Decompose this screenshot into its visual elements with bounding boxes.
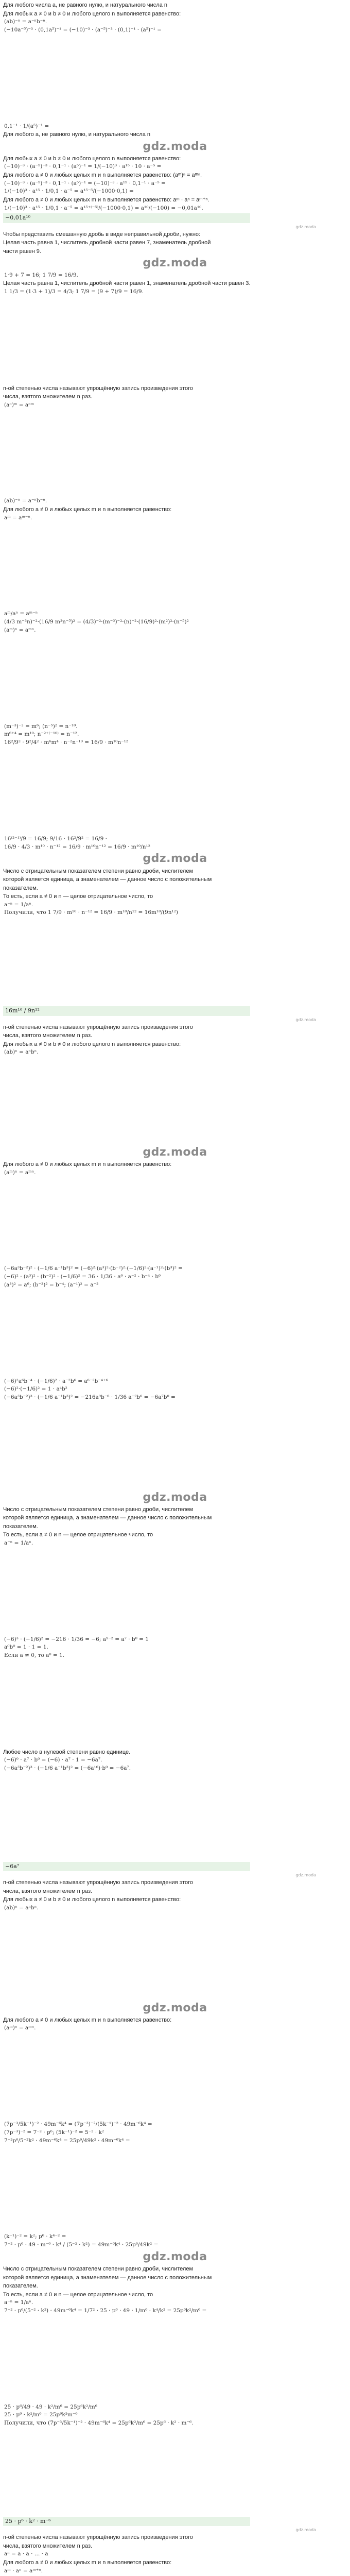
text-line: То есть, если a ≠ 0 и n — целое отрицательное число, то [3, 893, 153, 900]
formula-line: (−6a³b⁻²)³ · (−1/6 a⁻¹b³)² = −216a⁹b⁻⁶ · 1/36 a⁻²b⁶ = −6a⁷b⁰ = [4, 1394, 176, 1400]
formula-line: aᵐ · aⁿ = aᵐ⁺ⁿ. [4, 2567, 43, 2574]
text-line: п-ой степенью числа называют упрощённую запись произведения этого [3, 1879, 193, 1886]
formula-line: (−6a³b⁻²)² · (−1/6 a⁻¹b³)² = (−6)²·(a³)²·(b⁻²)²·(−1/6)²·(a⁻¹)²·(b³)² = [4, 1265, 183, 1272]
watermark-small: gdz.moda [295, 224, 316, 229]
formula-line: Получили, что (7p⁻³/5k⁻¹)⁻² · 49m⁻⁶k⁴ = 25p⁶k²/m⁶ = 25p⁶ · k² · m⁻⁶. [4, 2420, 194, 2427]
formula-line: 0,1⁻¹ · 1/(a⁵)⁻¹ = [4, 123, 49, 129]
formula-line: (ab)ⁿ = aⁿbⁿ. [4, 1904, 39, 1911]
text-line: п-ой степенью числа называют упрощённую запись произведения этого [3, 1024, 193, 1030]
text-line: Для любых a ≠ 0 и b ≠ 0 и любого целого n выполняется равенство: [3, 1896, 181, 1903]
formula-line: 16/9 · 4/3 · m¹⁰ · n⁻¹² = 16/9 · m¹⁰n⁻¹² = 16/9 · m¹⁰/n¹² [4, 843, 150, 850]
watermark-small: gdz.moda [295, 1017, 316, 1022]
formula-line: (a³)² = a⁶; (b⁻²)² = b⁻⁴; (a⁻¹)² = a⁻² [4, 1281, 99, 1288]
answer-highlight: −0,01a¹⁰ [3, 213, 250, 223]
formula-line: (ab)⁻ⁿ = a⁻ⁿb⁻ⁿ. [4, 19, 47, 25]
text-line: показателем. [3, 885, 38, 891]
formula-line: 7⁻² · p⁶ · 49 · m⁻⁶ · k⁴ / (5⁻² · k²) = 49m⁻⁶k⁴ · 25p⁶/49k² = [4, 2242, 159, 2248]
text-line: То есть, если a ≠ 0 и n — целое отрицательное число, то [3, 2291, 153, 2298]
text-line: п-ой степенью числа называют упрощённую запись произведения этого [3, 2534, 193, 2541]
watermark-logo: gdz.moda [143, 140, 207, 153]
formula-line: a⁻ⁿ = 1/aⁿ. [4, 2299, 33, 2306]
formula-line: (k⁻¹)⁻² = k²; p⁶ · k⁴⁻² = [4, 2233, 66, 2240]
watermark-logo: gdz.moda [143, 1145, 207, 1159]
text-line: которой является единица, а знаменателем — данное число с положительным [3, 1515, 212, 1521]
formula-line: (aᵐ)ⁿ = aᵐⁿ. [4, 2025, 36, 2031]
formula-line: (−6)²a⁶b⁻⁴ · (−1/6)² · a⁻²b⁶ = a⁶⁻²b⁻⁴⁺⁶ [4, 1378, 108, 1384]
answer-highlight: 16m¹⁰ / 9n¹² [3, 1006, 250, 1016]
solution-section [3, 1878, 347, 2533]
text-line: Чтобы представить смешанную дробь в виде неправильной дроби, нужно: [3, 231, 201, 238]
text-line: Любое число в нулевой степени равно единице. [3, 1749, 131, 1755]
text-line: числа, взятого множителем n раз. [3, 394, 93, 400]
formula-line: Получили, что 1 7/9 · m¹⁰ · n⁻¹² = 16/9 · m¹⁰/n¹² = 16m¹⁰/(9n¹²) [4, 909, 179, 916]
formula-line: 25 · p⁶ · k²/m⁶ = 25p⁶k²m⁻⁶ [4, 2412, 78, 2418]
text-line: Целая часть равна 1, числитель дробной части равен 1, знаменатель дробной части равен 3. [3, 280, 251, 287]
text-line: Для любых a ≠ 0 и b ≠ 0 и любого целого n выполняется равенство: [3, 10, 181, 17]
answer-highlight: −6a⁷ [3, 1862, 250, 1872]
formula-line: aⁿ = a · a · … · a [4, 2551, 48, 2557]
text-line: Для любого a ≠ 0 и любых целых m и n выполняется равенство: (aᵐ)ⁿ = aᵐⁿ. [3, 172, 202, 179]
formula-line: (−10)⁻³ · (a⁻⁵)⁻³ · 0,1⁻¹ · (a⁵)⁻¹ = 1/(−10)³ · a¹⁵ · 10 · a⁻⁵ = [4, 163, 162, 170]
text-line: числа, взятого множителем n раз. [3, 1888, 93, 1894]
formula-line: a⁻ⁿ = 1/aⁿ. [4, 901, 33, 908]
text-line: Для любого a ≠ 0 и любых целых m и n выполняется равенство: aᵐ · aⁿ = aᵐ⁺ⁿ. [3, 197, 209, 204]
watermark-logo: gdz.moda [143, 852, 207, 866]
text-line: Число с отрицательным показателем степени равно дроби, числителем [3, 1506, 194, 1513]
formula-line: 7⁻²p⁶/5⁻²k² · 49m⁻⁶k⁴ = 25p⁶/49k² · 49m⁻⁶k⁴ = [4, 2137, 130, 2144]
text-line: Для любого a, не равного нулю, и натурального числа n [3, 131, 151, 138]
watermark-logo: gdz.moda [143, 257, 207, 270]
formula-line: (aᵐ)ⁿ = aᵐⁿ. [4, 1169, 36, 1176]
watermark-small: gdz.moda [295, 2528, 316, 2533]
formula-line: (7p⁻³)⁻² = 7⁻² · p⁶; (5k⁻¹)⁻² = 5⁻² · k² [4, 2129, 104, 2136]
formula-line: (−6a³b⁻²)³ · (−1/6 a⁻¹b³)² = (−6a¹⁶)·b⁰ = −6a⁷. [4, 1765, 131, 1772]
watermark-logo: gdz.moda [143, 1490, 207, 1504]
formula-line: a⁻ⁿ = 1/aⁿ. [4, 1539, 33, 1546]
formula-line: aᵐ = aᵐ⁻ⁿ. [4, 514, 32, 521]
formula-line: (−10a⁻⁵)⁻³ · (0,1a⁵)⁻¹ = (−10)⁻³ · (a⁻⁵)⁻³ · (0,1)⁻¹ · (a⁵)⁻¹ = [4, 26, 162, 33]
formula-line: (−6)²·(−1/6)² = 1 · a⁴b² [4, 1386, 67, 1393]
text-line: Целая часть равна 1, числитель дробной части равен 7, знаменатель дробной [3, 240, 211, 246]
formula-line: 25 · p⁶/49 · 49 · k²/m⁶ = 25p⁶k²/m⁶ [4, 2403, 97, 2410]
text-line: Для любых a ≠ 0 и b ≠ 0 и любого целого n выполняется равенство: [3, 1041, 181, 1047]
text-line: п-ой степенью числа называют упрощённую запись произведения этого [3, 385, 193, 392]
watermark-logo: gdz.moda [143, 2250, 207, 2263]
text-line: Для любого a ≠ 0 и любых целых m и n выполняется равенство: [3, 2560, 172, 2566]
formula-line: (−6)⁰ · a⁷ · b⁰ = (−6) · a⁷ · 1 = −6a⁷. [4, 1757, 102, 1764]
formula-line: (m⁻³)⁻² = m⁶; (n⁻⁵)² = n⁻¹⁰. [4, 723, 78, 730]
text-line: которой является единица, а знаменателем — данное число с положительным [3, 2274, 212, 2281]
text-line: показателем. [3, 2283, 38, 2290]
formula-line: 1 1/3 = (1·3 + 1)/3 = 4/3; 1 7/9 = (9 + 7)/9 = 16/9. [4, 288, 144, 295]
text-line: Число с отрицательным показателем степени равно дроби, числителем [3, 868, 194, 874]
watermark-logo: gdz.moda [143, 2001, 207, 2014]
formula-line: a⁰b⁰ = 1 · 1 = 1. [4, 1644, 48, 1651]
text-line: числа, взятого множителем n раз. [3, 2543, 93, 2549]
text-line: которой является единица, а знаменателем — данное число с положительным [3, 876, 212, 883]
formula-line: (−6)² · (a³)² · (b⁻²)² · (−1/6)² = 36 · 1/36 · a⁶ · a⁻² · b⁻⁴ · b⁶ [4, 1274, 161, 1280]
formula-line: 16⁽²⁻¹⁾/9 = 16/9; 9/16 · 16²/9² = 16/9 · [4, 835, 107, 842]
text-line: Число с отрицательным показателем степени равно дроби, числителем [3, 2266, 194, 2273]
formula-line: (4/3 m⁻³n)⁻²·(16/9 m²n⁻⁵)² = (4/3)⁻²·(m⁻³)⁻²·(n)⁻²·(16/9)²·(m²)²·(n⁻⁵)² [4, 619, 189, 625]
solution-section [3, 230, 347, 1023]
text-line: Для любых a ≠ 0 и b ≠ 0 и любого целого n выполняется равенство: [3, 155, 181, 162]
formula-line: aᵐ/aⁿ = aᵐ⁻ⁿ [4, 611, 38, 617]
text-line: части равен 9. [3, 248, 41, 255]
formula-line: Если a ≠ 0, то a⁰ = 1. [4, 1652, 65, 1659]
formula-line: 16²/9² · 9²/4² · m⁶m⁴ · n⁻²n⁻¹⁰ = 16/9 · m¹⁰n⁻¹² [4, 739, 129, 746]
text-line: Для любого a ≠ 0 и любых целых m и n выполняется равенство: [3, 2016, 172, 2023]
formula-line: (7p⁻³/5k⁻¹)⁻² · 49m⁻⁶k⁴ = (7p⁻³)⁻²/(5k⁻¹)⁻² · 49m⁻⁶k⁴ = [4, 2121, 152, 2128]
formula-line: m⁶⁺⁴ = m¹⁰; n⁻²⁺⁽⁻¹⁰⁾ = n⁻¹². [4, 731, 79, 738]
solution-section [3, 2533, 347, 2576]
text-line: Для любого a ≠ 0 и любых целых m и n выполняется равенство: [3, 506, 172, 513]
formula-line: 1/(−10)³ · a¹⁵ · 1/0,1 · a⁻⁵ = a¹⁵⁻⁵/(−1000·0,1) = [4, 188, 134, 195]
formula-line: (ab)ⁿ = aⁿbⁿ. [4, 1049, 39, 1056]
formula-line: (aⁿ)ᵐ = aⁿᵐ [4, 401, 34, 408]
formula-line: 1/(−10)³ · a¹⁵ · 1/0,1 · a⁻⁵ = a¹⁵⁺⁽⁻⁵⁾/(−1000·0,1) = a¹⁰/(−100) = −0,01a¹⁰. [4, 205, 203, 211]
formula-line: 7⁻² · p⁶/(5⁻² · k²) · 49m⁻⁶k⁴ = 1/7² · 25 · p⁶ · 49 · 1/m⁶ · k⁴/k² = 25p⁶k²/m⁶ = [4, 2307, 207, 2314]
solution-section [3, 1023, 347, 1879]
formula-line: (−6)³ · (−1/6)² = −216 · 1/36 = −6; a⁹⁻² = a⁷ · b⁰ = 1 [4, 1636, 149, 1642]
watermark-small: gdz.moda [295, 1873, 316, 1878]
text-line: То есть, если a ≠ 0 и n — целое отрицательное число, то [3, 1532, 153, 1538]
formula-line: (−10)⁻³ · (a⁻⁵)⁻³ · 0,1⁻¹ · (a⁵)⁻¹ = (−10)⁻³ · a¹⁵ · 0,1⁻¹ · a⁻⁵ = [4, 180, 166, 187]
formula-line: (aᵐ)ⁿ = aᵐⁿ. [4, 626, 36, 633]
text-line: числа, взятого множителем n раз. [3, 1032, 93, 1039]
text-line: Для любого числа a, не равного нулю, и натурального числа n [3, 2, 167, 8]
formula-line: 1·9 + 7 = 16; 1 7/9 = 16/9. [4, 272, 78, 278]
formula-line: (ab)⁻ⁿ = a⁻ⁿb⁻ⁿ. [4, 498, 47, 504]
solution-section [3, 1, 347, 230]
text-line: показателем. [3, 1523, 38, 1530]
text-line: Для любого a ≠ 0 и любых целых m и n выполняется равенство: [3, 1161, 172, 1167]
answer-highlight: 25 · p⁶ · k² · m⁻⁶ [3, 2517, 250, 2527]
